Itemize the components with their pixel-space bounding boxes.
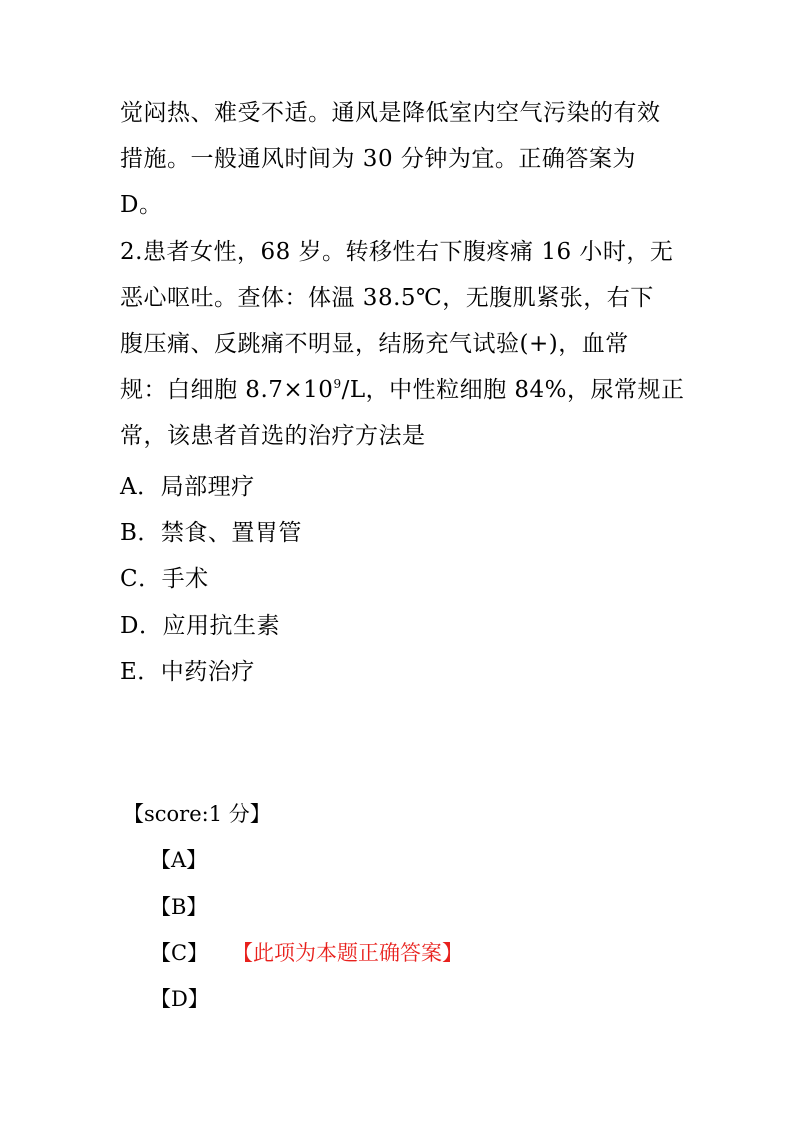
explanation-line: 措施。一般通风时间为 30 分钟为宜。正确答案为	[120, 146, 636, 172]
score-label: 【score:1 分】	[123, 802, 271, 826]
question-line: 常，该患者首选的治疗方法是	[120, 423, 426, 449]
answer-a: 【A】	[150, 848, 208, 872]
exponent: 9	[333, 377, 342, 391]
option-a: A．局部理疗	[120, 474, 255, 500]
explanation-line: D。	[120, 192, 163, 218]
question-line-part: 规：白细胞 8.7×10	[120, 377, 334, 403]
option-b: B．禁食、置胃管	[120, 520, 302, 546]
answer-d: 【D】	[150, 987, 209, 1011]
option-c: C．手术	[120, 566, 209, 592]
question-line: 恶心呕吐。查体：体温 38.5℃，无腹肌紧张，右下	[120, 285, 654, 311]
previous-explanation	[120, 90, 680, 228]
explanation-line: 觉闷热、难受不适。通风是降低室内空气污染的有效	[120, 100, 661, 126]
question-stem	[120, 229, 685, 459]
answer-b: 【B】	[150, 895, 208, 919]
option-e: E．中药治疗	[120, 659, 255, 685]
option-d: D．应用抗生素	[120, 613, 280, 639]
answer-c: 【C】	[150, 941, 209, 965]
question-line	[120, 367, 685, 413]
question-line: 2.患者女性，68 岁。转移性右下腹疼痛 16 小时，无	[120, 239, 674, 265]
correct-answer-note: 【此项为本题正确答案】	[232, 941, 463, 965]
question-line-part: /L，中性粒细胞 84%，尿常规正	[341, 377, 685, 403]
question-line: 腹压痛、反跳痛不明显，结肠充气试验(+)，血常	[120, 331, 629, 357]
